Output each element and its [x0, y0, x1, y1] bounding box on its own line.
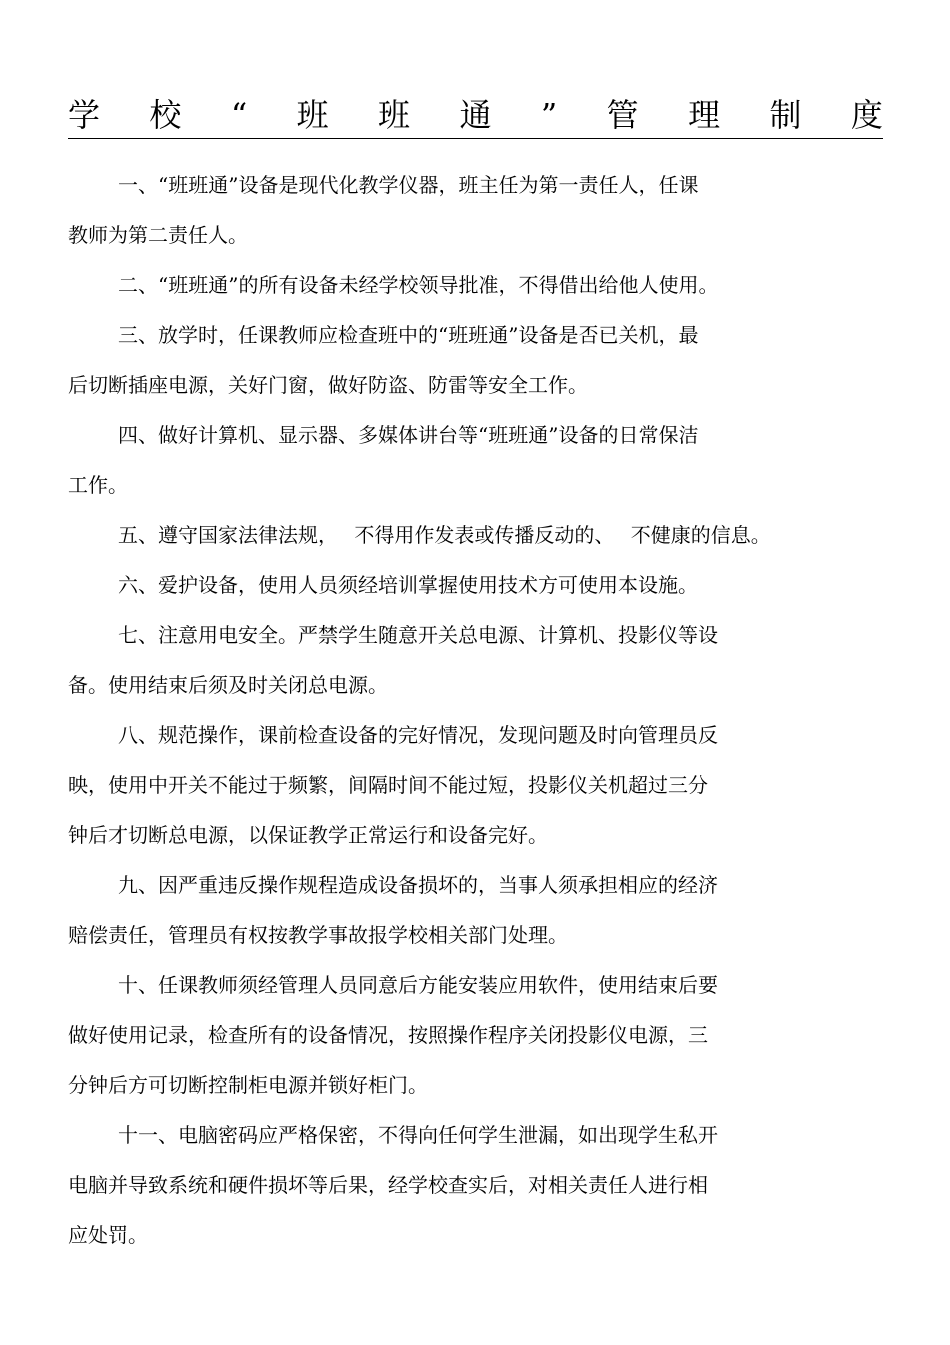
clause-line: 八、规范操作，课前检查设备的完好情况，发现问题及时向管理员反 — [118, 723, 718, 747]
clause-7 — [68, 610, 868, 710]
clause-line: 分钟后方可切断控制柜电源并锁好柜门。 — [68, 1073, 428, 1097]
clause-4 — [68, 410, 868, 510]
title-char: 班 — [296, 96, 329, 134]
title-char: 校 — [149, 96, 182, 134]
title-char: 制 — [769, 96, 802, 134]
title-char: “ — [230, 96, 248, 134]
document-body — [68, 160, 868, 1260]
clause-1 — [68, 160, 868, 260]
clause-line: 教师为第二责任人。 — [68, 223, 248, 247]
clause-line: 十一、电脑密码应严格保密，不得向任何学生泄漏，如出现学生私开 — [118, 1123, 718, 1147]
title-char: 度 — [850, 96, 883, 134]
clause-line: 映，使用中开关不能过于频繁，间隔时间不能过短，投影仪关机超过三分 — [68, 773, 708, 797]
clause-line: 工作。 — [68, 473, 128, 497]
clause-line: 一、“班班通”设备是现代化教学仪器，班主任为第一责任人，任课 — [118, 173, 699, 197]
clause-line: 电脑并导致系统和硬件损坏等后果，经学校查实后，对相关责任人进行相 — [68, 1173, 708, 1197]
title-char: 理 — [688, 96, 721, 134]
clause-line: 九、因严重违反操作规程造成设备损坏的，当事人须承担相应的经济 — [118, 873, 718, 897]
title-char: 学 — [68, 96, 101, 134]
document-title — [68, 92, 883, 138]
title-char: ” — [540, 96, 558, 134]
title-char: 班 — [378, 96, 411, 134]
clause-2 — [68, 260, 868, 310]
clause-line: 七、注意用电安全。严禁学生随意开关总电源、计算机、投影仪等设 — [118, 623, 718, 647]
clause-line: 六、爱护设备，使用人员须经培训掌握使用技术方可使用本设施。 — [118, 573, 698, 597]
clause-9 — [68, 860, 868, 960]
title-char: 管 — [606, 96, 639, 134]
clause-line: 十、任课教师须经管理人员同意后方能安装应用软件，使用结束后要 — [118, 973, 718, 997]
clause-6 — [68, 560, 868, 610]
clause-line: 做好使用记录，检查所有的设备情况，按照操作程序关闭投影仪电源，三 — [68, 1023, 708, 1047]
title-underline — [68, 138, 883, 139]
clause-line: 钟后才切断总电源，以保证教学正常运行和设备完好。 — [68, 823, 548, 847]
clause-3 — [68, 310, 868, 410]
clause-line: 三、放学时，任课教师应检查班中的“班班通”设备是否已关机，最 — [118, 323, 699, 347]
clause-line: 后切断插座电源，关好门窗，做好防盗、防雷等安全工作。 — [68, 373, 588, 397]
clause-line: 四、做好计算机、显示器、多媒体讲台等“班班通”设备的日常保洁 — [118, 423, 699, 447]
clause-10 — [68, 960, 868, 1110]
clause-5 — [68, 510, 868, 560]
clause-11 — [68, 1110, 868, 1260]
clause-line: 赔偿责任，管理员有权按教学事故报学校相关部门处理。 — [68, 923, 568, 947]
clause-line: 应处罚。 — [68, 1223, 148, 1247]
clause-line: 五、遵守国家法律法规， 不得用作发表或传播反动的、 不健康的信息。 — [118, 523, 771, 547]
clause-line: 二、“班班通”的所有设备未经学校领导批准，不得借出给他人使用。 — [118, 273, 719, 297]
clause-8 — [68, 710, 868, 860]
clause-line: 备。使用结束后须及时关闭总电源。 — [68, 673, 388, 697]
title-char: 通 — [459, 96, 492, 134]
